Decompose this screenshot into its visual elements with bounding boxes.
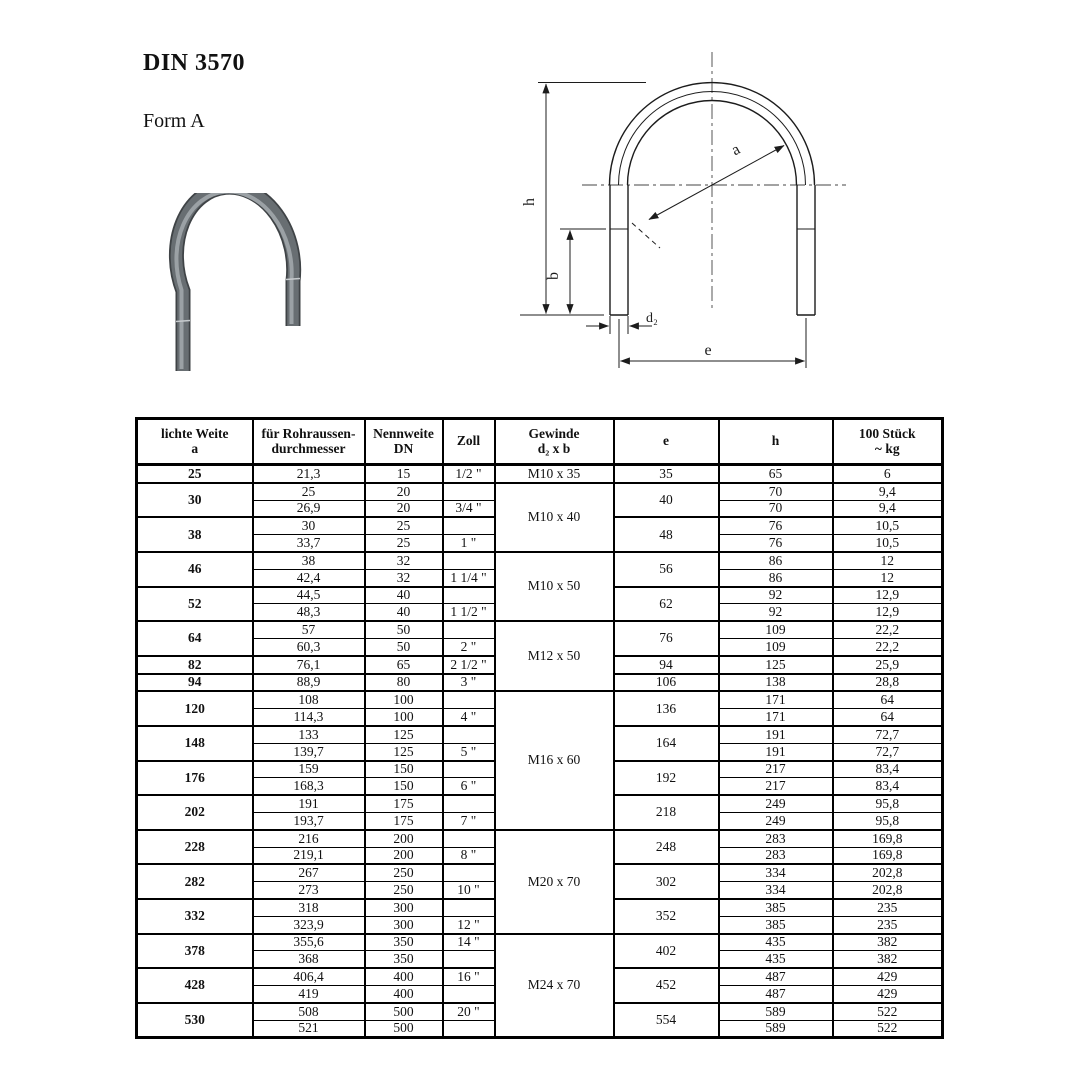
cell-lichte-weite-a: 82 xyxy=(137,656,253,674)
cell-zoll: 6 " xyxy=(443,778,495,795)
cell-zoll xyxy=(443,691,495,708)
cell-h: 487 xyxy=(719,968,833,985)
cell-lichte-weite-a: 148 xyxy=(137,726,253,761)
cell-gewinde: M20 x 70 xyxy=(495,830,614,934)
centerlines xyxy=(582,52,846,312)
cell-kg: 9,4 xyxy=(833,500,943,517)
ubolt-3d-highlight xyxy=(176,193,291,369)
cell-h: 249 xyxy=(719,795,833,812)
cell-h: 86 xyxy=(719,569,833,586)
cell-h: 334 xyxy=(719,864,833,881)
cell-rohraussendurchmesser: 168,3 xyxy=(253,778,365,795)
cell-h: 70 xyxy=(719,483,833,500)
cell-nennweite-dn: 250 xyxy=(365,882,443,899)
cell-kg: 12 xyxy=(833,569,943,586)
cell-h: 283 xyxy=(719,847,833,864)
cell-kg: 12 xyxy=(833,552,943,569)
cell-nennweite-dn: 175 xyxy=(365,795,443,812)
cell-kg: 12,9 xyxy=(833,587,943,604)
table-row xyxy=(137,552,943,569)
cell-e: 248 xyxy=(614,830,719,865)
cell-nennweite-dn: 500 xyxy=(365,1003,443,1020)
cell-rohraussendurchmesser: 139,7 xyxy=(253,743,365,760)
cell-e: 76 xyxy=(614,621,719,656)
dim-label-h: h xyxy=(521,198,538,206)
cell-h: 76 xyxy=(719,517,833,534)
cell-gewinde: M10 x 40 xyxy=(495,483,614,552)
cell-kg: 10,5 xyxy=(833,535,943,552)
cell-h: 385 xyxy=(719,899,833,916)
table-row xyxy=(137,621,943,638)
cell-zoll: 20 " xyxy=(443,1003,495,1020)
cell-h: 92 xyxy=(719,587,833,604)
cell-e: 402 xyxy=(614,934,719,969)
cell-h: 283 xyxy=(719,830,833,847)
dim-label-e: e xyxy=(704,342,712,359)
cell-h: 249 xyxy=(719,812,833,829)
header-stueck-kg: 100 Stück ~ kg xyxy=(833,419,943,465)
cell-kg: 9,4 xyxy=(833,483,943,500)
cell-e: 554 xyxy=(614,1003,719,1038)
cell-lichte-weite-a: 25 xyxy=(137,465,253,483)
cell-kg: 83,4 xyxy=(833,778,943,795)
cell-rohraussendurchmesser: 25 xyxy=(253,483,365,500)
cell-nennweite-dn: 15 xyxy=(365,465,443,483)
cell-rohraussendurchmesser: 273 xyxy=(253,882,365,899)
cell-lichte-weite-a: 64 xyxy=(137,621,253,656)
cell-h: 171 xyxy=(719,709,833,726)
cell-lichte-weite-a: 94 xyxy=(137,674,253,692)
cell-kg: 202,8 xyxy=(833,882,943,899)
cell-rohraussendurchmesser: 114,3 xyxy=(253,709,365,726)
cell-kg: 235 xyxy=(833,916,943,933)
cell-nennweite-dn: 125 xyxy=(365,743,443,760)
cell-rohraussendurchmesser: 60,3 xyxy=(253,638,365,655)
cell-gewinde: M10 x 50 xyxy=(495,552,614,621)
cell-h: 217 xyxy=(719,761,833,778)
page-title: DIN 3570 xyxy=(143,50,246,76)
cell-zoll: 14 " xyxy=(443,934,495,951)
cell-e: 164 xyxy=(614,726,719,761)
cell-nennweite-dn: 200 xyxy=(365,830,443,847)
cell-h: 92 xyxy=(719,604,833,621)
cell-rohraussendurchmesser: 368 xyxy=(253,951,365,968)
cell-nennweite-dn: 400 xyxy=(365,985,443,1002)
cell-rohraussendurchmesser: 355,6 xyxy=(253,934,365,951)
cell-rohraussendurchmesser: 42,4 xyxy=(253,569,365,586)
cell-nennweite-dn: 300 xyxy=(365,916,443,933)
cell-rohraussendurchmesser: 38 xyxy=(253,552,365,569)
cell-h: 191 xyxy=(719,726,833,743)
cell-kg: 382 xyxy=(833,951,943,968)
cell-nennweite-dn: 20 xyxy=(365,483,443,500)
cell-zoll xyxy=(443,899,495,916)
cell-h: 138 xyxy=(719,674,833,692)
cell-e: 218 xyxy=(614,795,719,830)
cell-kg: 12,9 xyxy=(833,604,943,621)
cell-h: 589 xyxy=(719,1003,833,1020)
cell-rohraussendurchmesser: 21,3 xyxy=(253,465,365,483)
ubolt-3d-thread-mark-left xyxy=(176,321,190,322)
cell-h: 109 xyxy=(719,638,833,655)
cell-h: 435 xyxy=(719,951,833,968)
cell-lichte-weite-a: 120 xyxy=(137,691,253,726)
cell-e: 192 xyxy=(614,761,719,796)
cell-e: 136 xyxy=(614,691,719,726)
header-zoll: Zoll xyxy=(443,419,495,465)
cell-nennweite-dn: 300 xyxy=(365,899,443,916)
cell-rohraussendurchmesser: 48,3 xyxy=(253,604,365,621)
cell-kg: 382 xyxy=(833,934,943,951)
cell-zoll xyxy=(443,985,495,1002)
cell-lichte-weite-a: 202 xyxy=(137,795,253,830)
cell-lichte-weite-a: 228 xyxy=(137,830,253,865)
header-gewinde: Gewinde d₂ x b xyxy=(495,419,614,465)
cell-nennweite-dn: 65 xyxy=(365,656,443,674)
cell-rohraussendurchmesser: 406,4 xyxy=(253,968,365,985)
cell-lichte-weite-a: 38 xyxy=(137,517,253,552)
cell-e: 62 xyxy=(614,587,719,622)
cell-rohraussendurchmesser: 323,9 xyxy=(253,916,365,933)
cell-rohraussendurchmesser: 44,5 xyxy=(253,587,365,604)
cell-zoll: 3/4 " xyxy=(443,500,495,517)
cell-e: 56 xyxy=(614,552,719,587)
cell-e: 352 xyxy=(614,899,719,934)
cell-zoll xyxy=(443,864,495,881)
dimension-lines xyxy=(520,83,806,369)
cell-rohraussendurchmesser: 318 xyxy=(253,899,365,916)
cell-e: 40 xyxy=(614,483,719,518)
cell-kg: 169,8 xyxy=(833,847,943,864)
cell-kg: 22,2 xyxy=(833,638,943,655)
header-h: h xyxy=(719,419,833,465)
cell-zoll xyxy=(443,726,495,743)
cell-h: 487 xyxy=(719,985,833,1002)
cell-e: 302 xyxy=(614,864,719,899)
cell-zoll: 7 " xyxy=(443,812,495,829)
cell-nennweite-dn: 50 xyxy=(365,638,443,655)
cell-nennweite-dn: 40 xyxy=(365,587,443,604)
cell-lichte-weite-a: 378 xyxy=(137,934,253,969)
header-lichte-weite-a: lichte Weite a xyxy=(137,419,253,465)
cell-nennweite-dn: 25 xyxy=(365,535,443,552)
cell-zoll: 1 1/4 " xyxy=(443,569,495,586)
cell-nennweite-dn: 80 xyxy=(365,674,443,692)
cell-rohraussendurchmesser: 267 xyxy=(253,864,365,881)
cell-rohraussendurchmesser: 191 xyxy=(253,795,365,812)
cell-lichte-weite-a: 176 xyxy=(137,761,253,796)
cell-zoll: 8 " xyxy=(443,847,495,864)
form-a-label: Form A xyxy=(143,110,205,132)
cell-h: 191 xyxy=(719,743,833,760)
cell-gewinde: M12 x 50 xyxy=(495,621,614,691)
cell-lichte-weite-a: 30 xyxy=(137,483,253,518)
cell-zoll xyxy=(443,830,495,847)
cell-e: 94 xyxy=(614,656,719,674)
table-row xyxy=(137,934,943,951)
cell-kg: 22,2 xyxy=(833,621,943,638)
header-nennweite-dn: Nennweite DN xyxy=(365,419,443,465)
cell-rohraussendurchmesser: 57 xyxy=(253,621,365,638)
cell-kg: 169,8 xyxy=(833,830,943,847)
cell-nennweite-dn: 350 xyxy=(365,934,443,951)
din3570-table xyxy=(135,417,944,1039)
cell-nennweite-dn: 150 xyxy=(365,778,443,795)
cell-rohraussendurchmesser: 108 xyxy=(253,691,365,708)
ubolt-3d-image xyxy=(148,193,318,383)
cell-h: 70 xyxy=(719,500,833,517)
cell-zoll: 2 " xyxy=(443,638,495,655)
cell-kg: 429 xyxy=(833,968,943,985)
table-row xyxy=(137,691,943,708)
cell-nennweite-dn: 400 xyxy=(365,968,443,985)
cell-zoll xyxy=(443,587,495,604)
cell-zoll: 2 1/2 " xyxy=(443,656,495,674)
cell-zoll xyxy=(443,951,495,968)
cell-nennweite-dn: 25 xyxy=(365,517,443,534)
cell-lichte-weite-a: 428 xyxy=(137,968,253,1003)
cell-zoll: 16 " xyxy=(443,968,495,985)
cell-nennweite-dn: 250 xyxy=(365,864,443,881)
cell-rohraussendurchmesser: 216 xyxy=(253,830,365,847)
cell-kg: 202,8 xyxy=(833,864,943,881)
cell-lichte-weite-a: 530 xyxy=(137,1003,253,1038)
cell-kg: 72,7 xyxy=(833,726,943,743)
cell-e: 106 xyxy=(614,674,719,692)
cell-nennweite-dn: 350 xyxy=(365,951,443,968)
dim-label-a: a xyxy=(728,140,744,160)
cell-kg: 72,7 xyxy=(833,743,943,760)
cell-kg: 522 xyxy=(833,1003,943,1020)
cell-nennweite-dn: 125 xyxy=(365,726,443,743)
cell-rohraussendurchmesser: 419 xyxy=(253,985,365,1002)
ubolt-3d-thread-mark-right xyxy=(286,279,300,280)
cell-lichte-weite-a: 52 xyxy=(137,587,253,622)
cell-rohraussendurchmesser: 508 xyxy=(253,1003,365,1020)
cell-nennweite-dn: 100 xyxy=(365,691,443,708)
cell-zoll xyxy=(443,1020,495,1038)
cell-kg: 10,5 xyxy=(833,517,943,534)
cell-h: 217 xyxy=(719,778,833,795)
table-row xyxy=(137,483,943,500)
cell-h: 334 xyxy=(719,882,833,899)
cell-zoll: 1 " xyxy=(443,535,495,552)
cell-kg: 235 xyxy=(833,899,943,916)
cell-h: 109 xyxy=(719,621,833,638)
cell-nennweite-dn: 20 xyxy=(365,500,443,517)
cell-e: 452 xyxy=(614,968,719,1003)
table-row xyxy=(137,830,943,847)
header-rohraussendurchmesser: für Rohraussen- durchmesser xyxy=(253,419,365,465)
ubolt-dimension-drawing xyxy=(500,50,920,390)
cell-h: 125 xyxy=(719,656,833,674)
cell-e: 35 xyxy=(614,465,719,483)
cell-kg: 522 xyxy=(833,1020,943,1038)
cell-kg: 95,8 xyxy=(833,795,943,812)
dim-label-d2: d₂ xyxy=(646,311,658,326)
cell-h: 76 xyxy=(719,535,833,552)
cell-zoll: 12 " xyxy=(443,916,495,933)
cell-zoll xyxy=(443,552,495,569)
cell-nennweite-dn: 175 xyxy=(365,812,443,829)
cell-nennweite-dn: 150 xyxy=(365,761,443,778)
cell-rohraussendurchmesser: 219,1 xyxy=(253,847,365,864)
cell-zoll: 1 1/2 " xyxy=(443,604,495,621)
cell-kg: 25,9 xyxy=(833,656,943,674)
cell-h: 171 xyxy=(719,691,833,708)
cell-rohraussendurchmesser: 26,9 xyxy=(253,500,365,517)
cell-e: 48 xyxy=(614,517,719,552)
cell-gewinde: M24 x 70 xyxy=(495,934,614,1038)
cell-h: 385 xyxy=(719,916,833,933)
table-body xyxy=(137,465,943,1038)
cell-zoll xyxy=(443,795,495,812)
table-header-row xyxy=(137,419,943,465)
cell-h: 65 xyxy=(719,465,833,483)
cell-zoll: 1/2 " xyxy=(443,465,495,483)
cell-kg: 83,4 xyxy=(833,761,943,778)
cell-kg: 64 xyxy=(833,709,943,726)
cell-kg: 429 xyxy=(833,985,943,1002)
cell-zoll: 5 " xyxy=(443,743,495,760)
table-header xyxy=(137,419,943,465)
cell-rohraussendurchmesser: 33,7 xyxy=(253,535,365,552)
cell-kg: 95,8 xyxy=(833,812,943,829)
cell-rohraussendurchmesser: 76,1 xyxy=(253,656,365,674)
cell-kg: 64 xyxy=(833,691,943,708)
cell-nennweite-dn: 200 xyxy=(365,847,443,864)
cell-gewinde: M10 x 35 xyxy=(495,465,614,483)
cell-rohraussendurchmesser: 133 xyxy=(253,726,365,743)
cell-lichte-weite-a: 46 xyxy=(137,552,253,587)
cell-kg: 28,8 xyxy=(833,674,943,692)
cell-zoll xyxy=(443,761,495,778)
cell-nennweite-dn: 32 xyxy=(365,552,443,569)
cell-kg: 6 xyxy=(833,465,943,483)
cell-rohraussendurchmesser: 159 xyxy=(253,761,365,778)
cell-nennweite-dn: 32 xyxy=(365,569,443,586)
cell-zoll xyxy=(443,483,495,500)
cell-lichte-weite-a: 282 xyxy=(137,864,253,899)
cell-zoll xyxy=(443,621,495,638)
cell-h: 435 xyxy=(719,934,833,951)
cell-zoll: 4 " xyxy=(443,709,495,726)
cell-nennweite-dn: 100 xyxy=(365,709,443,726)
cell-lichte-weite-a: 332 xyxy=(137,899,253,934)
table-row xyxy=(137,465,943,483)
cell-h: 589 xyxy=(719,1020,833,1038)
cell-rohraussendurchmesser: 30 xyxy=(253,517,365,534)
cell-zoll: 3 " xyxy=(443,674,495,692)
cell-zoll xyxy=(443,517,495,534)
cell-rohraussendurchmesser: 193,7 xyxy=(253,812,365,829)
dim-label-b: b xyxy=(545,272,562,280)
cell-h: 86 xyxy=(719,552,833,569)
cell-rohraussendurchmesser: 521 xyxy=(253,1020,365,1038)
cell-nennweite-dn: 40 xyxy=(365,604,443,621)
cell-nennweite-dn: 50 xyxy=(365,621,443,638)
header-e: e xyxy=(614,419,719,465)
cell-zoll: 10 " xyxy=(443,882,495,899)
cell-gewinde: M16 x 60 xyxy=(495,691,614,829)
cell-rohraussendurchmesser: 88,9 xyxy=(253,674,365,692)
cell-nennweite-dn: 500 xyxy=(365,1020,443,1038)
